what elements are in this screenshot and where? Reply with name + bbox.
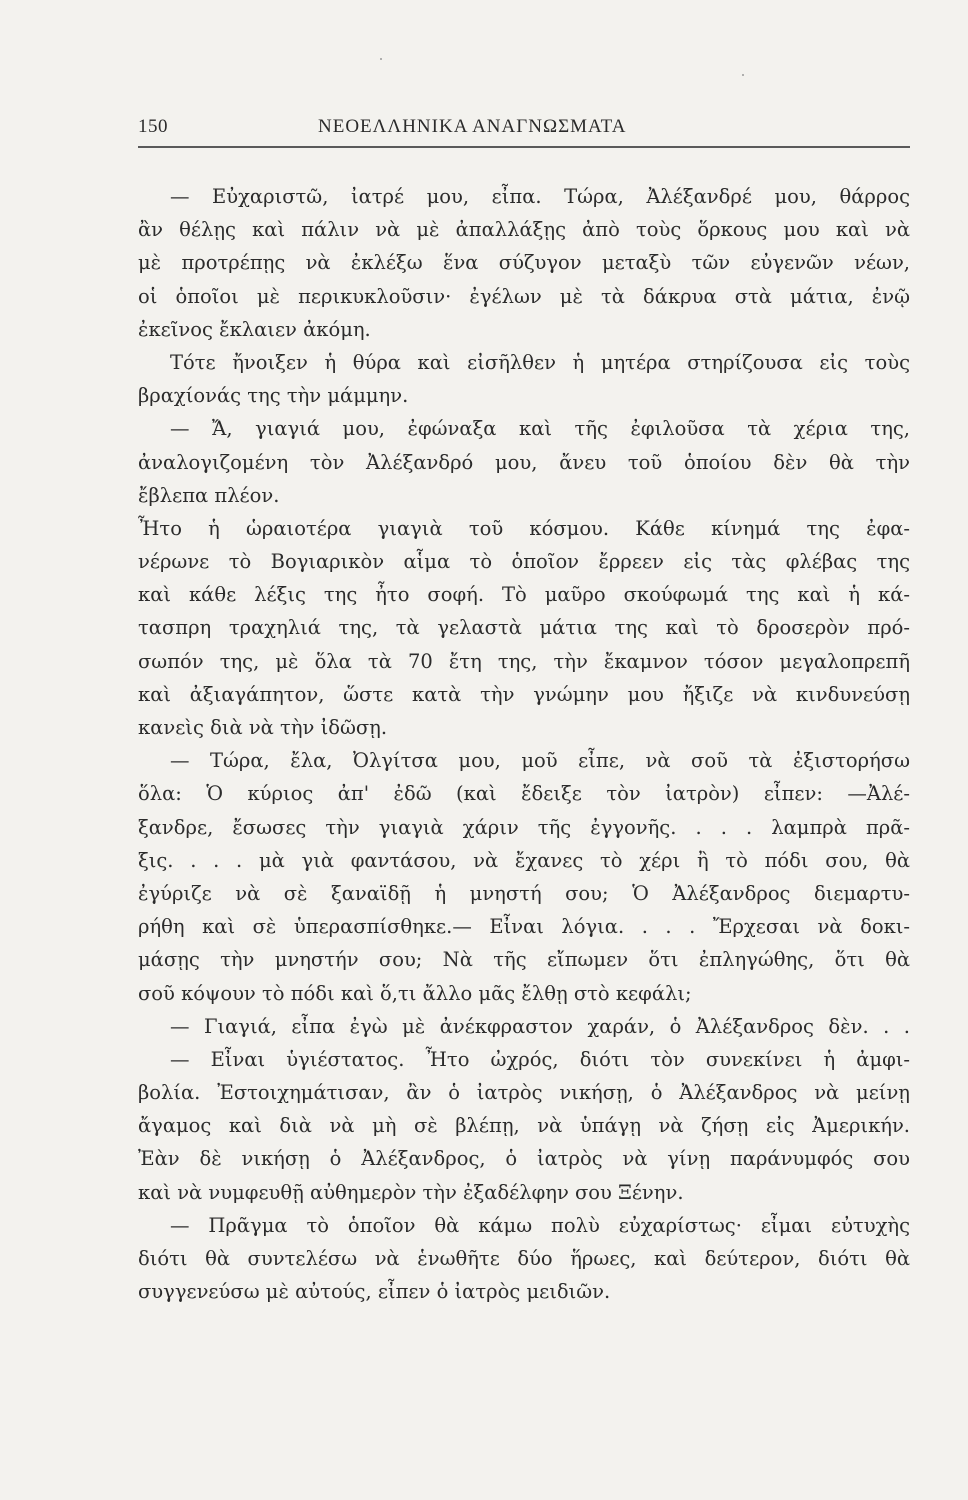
paper-speck xyxy=(380,58,382,60)
text-line: ὅλα: Ὁ κύριος ἀπ' ἐδῶ (καὶ ἔδειξε τὸν ἰατρὸν) εἶπεν: —Ἀλέ- xyxy=(138,782,910,806)
text-line: συγγενεύσω μὲ αὐτούς, εἶπεν ὁ ἰατρὸς μειδιῶν. xyxy=(138,1280,611,1304)
text-line: ἄγαμος καὶ διὰ νὰ μὴ σὲ βλέπῃ, νὰ ὑπάγῃ νὰ ζήσῃ εἰς Ἀμερικήν. xyxy=(138,1114,910,1138)
text-line: βραχίονάς της τὴν μάμμην. xyxy=(138,384,409,408)
text-line: ξις. . . . μὰ γιὰ φαντάσου, νὰ ἔχανες τὸ χέρι ἢ τὸ πόδι σου, θὰ xyxy=(138,848,910,872)
page-header xyxy=(138,112,910,148)
text-line: κανεὶς διὰ νὰ τὴν ἰδῶσῃ. xyxy=(138,716,388,739)
text-line: σωπόν της, μὲ ὅλα τὰ 70 ἔτη της, τὴν ἔκαμνον τόσον μεγαλοπρεπῆ xyxy=(138,649,910,673)
text-line: οἱ ὁποῖοι μὲ περικυκλοῦσιν· ἐγέλων μὲ τὰ δάκρυα στὰ μάτια, ἐνῷ xyxy=(138,284,910,308)
text-line: — Πρᾶγμα τὸ ὁποῖον θὰ κάμω πολὺ εὐχαρίστως· εἶμαι εὐτυχὴς xyxy=(170,1213,910,1237)
text-line: ἀναλογιζομένη τὸν Ἀλέξανδρό μου, ἄνευ τοῦ ὁποίου δὲν θὰ τὴν xyxy=(138,450,910,474)
running-title: ΝΕΟΕΛΛΗΝΙΚΑ ΑΝΑΓΝΩΣΜΑΤΑ xyxy=(318,116,627,137)
text-line: σοῦ κόψουν τὸ πόδι καὶ ὅ,τι ἄλλο μᾶς ἔλθῃ στὸ κεφάλι; xyxy=(138,981,692,1005)
text-line: καὶ κάθε λέξις της ἦτο σοφή. Τὸ μαῦρο σκούφωμά της καὶ ἡ κά- xyxy=(138,583,910,607)
text-line: — Εἶναι ὑγιέστατος. Ἦτο ὠχρός, διότι τὸν συνεκίνει ἡ ἀμφι- xyxy=(170,1047,910,1071)
text-line: — Τώρα, ἔλα, Ὀλγίτσα μου, μοῦ εἶπε, νὰ σοῦ τὰ ἐξιστορήσω xyxy=(170,749,910,773)
paper-speck xyxy=(742,74,744,76)
text-line: μάσῃς τὴν μνηστήν σου; Νὰ τῆς εἴπωμεν ὅτι ἐπληγώθης, ὅτι θὰ xyxy=(138,948,910,972)
text-line: διότι θὰ συντελέσω νὰ ἑνωθῆτε δύο ἥρωες, καὶ δεύτερον, διότι θὰ xyxy=(138,1247,910,1270)
text-line: ἂν θέλῃς καὶ πάλιν νὰ μὲ ἀπαλλάξῃς ἀπὸ τοὺς ὅρκους μου καὶ νὰ xyxy=(138,218,910,242)
text-line: — Ἄ, γιαγιά μου, ἐφώναξα καὶ τῆς ἐφιλοῦσα τὰ χέρια της, xyxy=(170,417,910,441)
body-text xyxy=(138,180,910,1308)
text-line: ξανδρε, ἔσωσες τὴν γιαγιὰ χάριν τῆς ἐγγονῆς. . . . λαμπρὰ πρᾶ- xyxy=(138,815,910,839)
text-line: ρήθη καὶ σὲ ὑπερασπίσθηκε.— Εἶναι λόγια. . . . Ἔρχεσαι νὰ δοκι- xyxy=(138,915,910,939)
page-number: 150 xyxy=(138,116,168,137)
text-line: ἐγύριζε νὰ σὲ ξαναϊδῇ ἡ μνηστή σου; Ὁ Ἀλέξανδρος διεμαρτυ- xyxy=(138,881,910,905)
text-line: νέρωνε τὸ Βογιαρικὸν αἷμα τὸ ὁποῖον ἔρρεεν εἰς τὰς φλέβας της xyxy=(138,550,910,574)
text-line: ἔβλεπα πλέον. xyxy=(138,483,280,507)
text-line: ἐκεῖνος ἔκλαιεν ἀκόμη. xyxy=(138,317,371,341)
text-line: Ἦτο ἡ ὡραιοτέρα γιαγιὰ τοῦ κόσμου. Κάθε κίνημά της ἐφα- xyxy=(138,516,910,540)
text-line: μὲ προτρέπῃς νὰ ἐκλέξω ἕνα σύζυγον μεταξὺ τῶν εὐγενῶν νέων, xyxy=(138,251,910,275)
text-line: καὶ ἀξιαγάπητον, ὥστε κατὰ τὴν γνώμην μου ἤξιζε νὰ κινδυνεύσῃ xyxy=(138,682,910,706)
text-line: Τότε ἤνοιξεν ἡ θύρα καὶ εἰσῆλθεν ἡ μητέρα στηρίζουσα εἰς τοὺς xyxy=(170,350,910,374)
text-line: καὶ νὰ νυμφευθῇ αὐθημερὸν τὴν ἐξαδέλφην σου Ξένην. xyxy=(138,1180,684,1204)
text-line: — Εὐχαριστῶ, ἰατρέ μου, εἶπα. Τώρα, Ἀλέξανδρέ μου, θάρρος xyxy=(170,185,910,208)
text-line: — Γιαγιά, εἶπα ἐγὼ μὲ ἀνέκφραστον χαράν, ὁ Ἀλέξανδρος δὲν. . . xyxy=(170,1014,910,1038)
text-line: βολία. Ἐστοιχημάτισαν, ἂν ὁ ἰατρὸς νικήσῃ, ὁ Ἀλέξανδρος νὰ μείνῃ xyxy=(138,1081,910,1105)
text-line: Ἐὰν δὲ νικήσῃ ὁ Ἀλέξανδρος, ὁ ἰατρὸς νὰ γίνῃ παράνυμφός σου xyxy=(138,1147,910,1171)
text-line: τασπρη τραχηλιά της, τὰ γελαστὰ μάτια της καὶ τὸ δροσερὸν πρό- xyxy=(138,616,910,640)
